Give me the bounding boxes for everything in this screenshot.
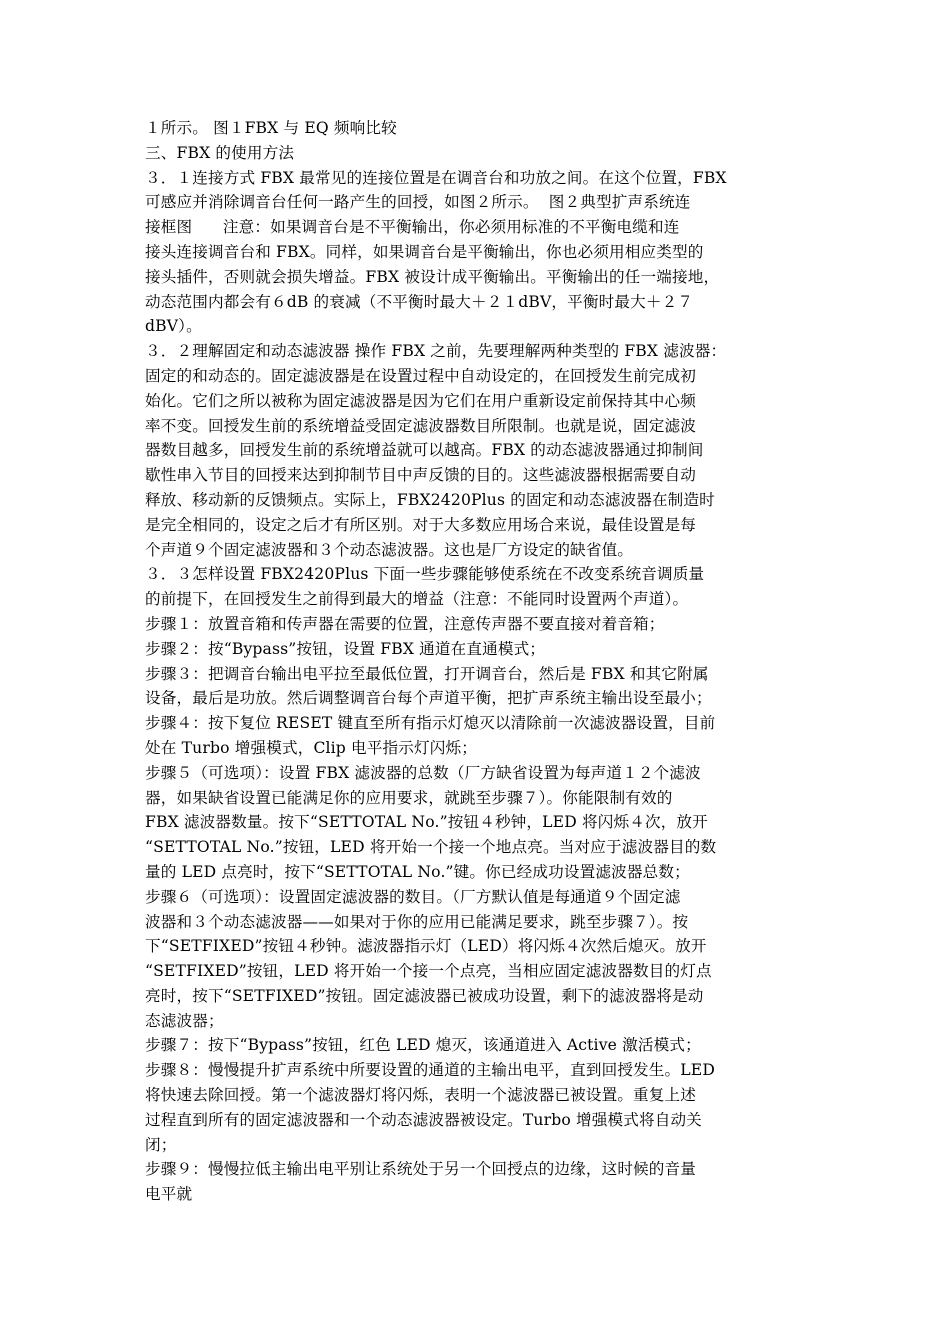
step-line: 步骤９：慢慢拉低主输出电平别让系统处于另一个回授点的边缘，这时候的音量 bbox=[145, 1160, 697, 1179]
step-line: 步骤６（可选项）：设置固定滤波器的数目。（厂方默认值是每通道９个固定滤 bbox=[145, 887, 681, 906]
text-line: 歇性串入节目的回授来达到抑制节目中声反馈的目的。这些滤波器根据需要自动 bbox=[145, 466, 697, 485]
step-line: 步骤３：把调音台输出电平拉至最低位置，打开调音台，然后是 FBX 和其它附属 bbox=[145, 664, 709, 683]
text-line: 固定的和动态的。固定滤波器是在设置过程中自动设定的，在回授发生前完成初 bbox=[145, 366, 697, 385]
text-line: 接头插件，否则就会损失增益。FBX 被设计成平衡输出。平衡输出的任一端接地， bbox=[145, 267, 720, 286]
text-line: ３．２理解固定和动态滤波器 操作 FBX 之前，先要理解两种类型的 FBX 滤波器： bbox=[145, 342, 727, 361]
text-line: 器数目越多，回授发生前的系统增益就可以越高。FBX 的动态滤波器通过抑制间 bbox=[145, 441, 704, 460]
text-line: 处在 Turbo 增强模式，Clip 电平指示灯闪烁； bbox=[145, 738, 477, 757]
text-line: FBX 滤波器数量。按下“SETTOTAL No.”按钮４秒钟，LED 将闪烁４次，放开 bbox=[145, 813, 708, 832]
text-line: １所示。 图１FBX 与 EQ 频响比较 bbox=[145, 119, 397, 137]
text-line: 将快速去除回授。第一个滤波器灯将闪烁，表明一个滤波器已被设置。重复上述 bbox=[145, 1086, 697, 1105]
text-line: ３．３怎样设置 FBX2420Plus 下面一些步骤能够使系统在不改变系统音调质量 bbox=[145, 565, 705, 584]
document-body bbox=[145, 116, 815, 1207]
step-line: 步骤４：按下复位 RESET 键直至所有指示灯熄灭以清除前一次滤波器设置，目前 bbox=[145, 714, 716, 733]
text-line: 器，如果缺省设置已能满足你的应用要求，就跳至步骤７）。你能限制有效的 bbox=[145, 788, 673, 807]
text-line: dBV）。 bbox=[145, 317, 202, 336]
text-line: 接框图 注意：如果调音台是不平衡输出，你必须用标准的不平衡电缆和连 bbox=[145, 218, 680, 237]
text-line: 率不变。回授发生前的系统增益受固定滤波器数目所限制。也就是说，固定滤波 bbox=[145, 416, 697, 435]
text-line: 态滤波器； bbox=[145, 1011, 224, 1030]
section-heading: 三、FBX 的使用方法 bbox=[145, 143, 295, 162]
text-line: 量的 LED 点亮时，按下“SETTOTAL No.”键。你已经成功设置滤波器总数； bbox=[145, 862, 690, 881]
text-line: 动态范围内都会有６dB 的衰减（不平衡时最大＋２１dBV，平衡时最大＋２７ bbox=[145, 292, 694, 311]
text-line: 过程直到所有的固定滤波器和一个动态滤波器被设定。Turbo 增强模式将自动关 bbox=[145, 1110, 702, 1129]
step-line: 步骤５（可选项）：设置 FBX 滤波器的总数（厂方缺省设置为每声道１２个滤波 bbox=[145, 763, 701, 782]
step-line: 步骤１：放置音箱和传声器在需要的位置，注意传声器不要直接对着音箱； bbox=[145, 614, 665, 633]
text-line: 电平就 bbox=[145, 1185, 193, 1204]
text-line: 下“SETFIXED”按钮４秒钟。滤波器指示灯（LED）将闪烁４次然后熄灭。放开 bbox=[145, 937, 707, 956]
text-line: 亮时，按下“SETFIXED”按钮。固定滤波器已被成功设置，剩下的滤波器将是动 bbox=[145, 986, 704, 1005]
text-line: 闭； bbox=[145, 1135, 177, 1154]
step-line: 步骤８：慢慢提升扩声系统中所要设置的通道的主输出电平，直到回授发生。LED bbox=[145, 1061, 715, 1080]
text-line: 个声道９个固定滤波器和３个动态滤波器。这也是厂方设定的缺省值。 bbox=[145, 540, 634, 559]
text-line: 的前提下，在回授发生之前得到最大的增益（注意：不能同时设置两个声道）。 bbox=[145, 590, 689, 609]
text-line: 是完全相同的，设定之后才有所区别。对于大多数应用场合来说，最佳设置是每 bbox=[145, 515, 697, 534]
text-line: 释放、移动新的反馈频点。实际上，FBX2420Plus 的固定和动态滤波器在制造时 bbox=[145, 490, 715, 509]
step-line: 步骤２：按“Bypass”按钮，设置 FBX 通道在直通模式； bbox=[145, 639, 546, 658]
text-line: “SETTOTAL No.”按钮，LED 将开始一个接一个地点亮。当对应于滤波器目的数 bbox=[145, 838, 717, 857]
text-line: “SETFIXED”按钮，LED 将开始一个接一个点亮，当相应固定滤波器数目的灯点 bbox=[145, 962, 712, 981]
text-line: 始化。它们之所以被称为固定滤波器是因为它们在用户重新设定前保持其中心频 bbox=[145, 391, 697, 410]
step-line: 步骤７：按下“Bypass”按钮，红色 LED 熄灭，该通道进入 Active 激活模式； bbox=[145, 1036, 701, 1055]
text-line: 波器和３个动态滤波器——如果对于你的应用已能满足要求，跳至步骤７）。按 bbox=[145, 912, 689, 931]
text-line: 可感应并消除调音台任何一路产生的回授，如图２所示。 图２典型扩声系统连 bbox=[145, 193, 691, 212]
text-line: 设备，最后是功放。然后调整调音台每个声道平衡，把扩声系统主输出设至最小； bbox=[145, 689, 712, 708]
text-line: ３．１连接方式 FBX 最常见的连接位置是在调音台和功放之间。在这个位置，FBX bbox=[145, 168, 727, 187]
text-line: 接头连接调音台和 FBX。同样，如果调音台是平衡输出，你也必须用相应类型的 bbox=[145, 242, 704, 261]
